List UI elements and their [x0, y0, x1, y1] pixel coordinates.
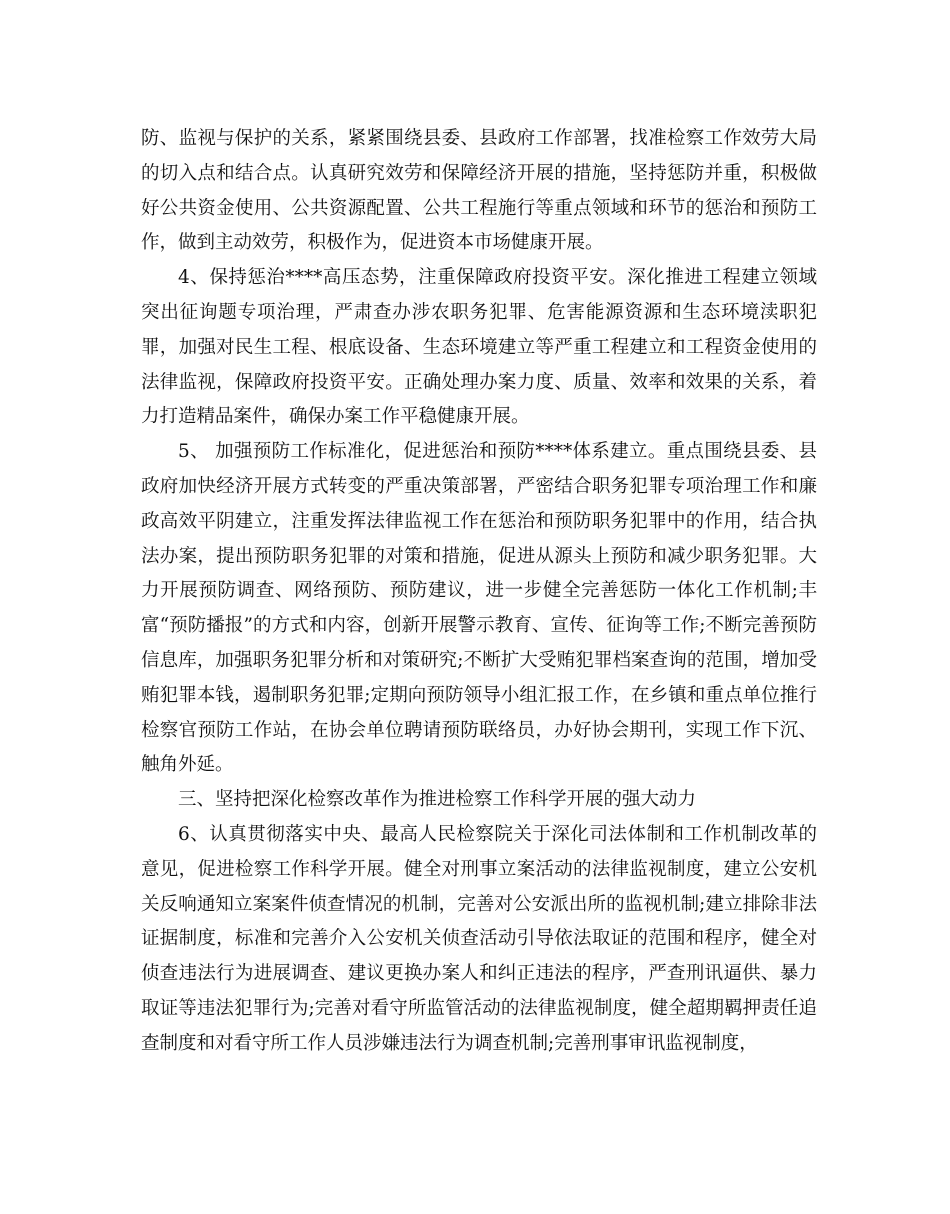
section-heading: 三、坚持把深化检察改革作为推进检察工作科学开展的强大动力: [178, 789, 697, 811]
document-page: [141, 122, 817, 1062]
paragraph-1: 防、监视与保护的关系，紧紧围绕县委、县政府工作部署，找准检察工作效劳大局的切入点和结合点。认真研究效劳和保障经济开展的措施，坚持惩防并重，积极做好公共资金使用、公共资源配置、公共工程施行等重点领域和环节的惩治和预防工作，做到主动效劳，积极作为，促进资本市场健康开展。: [141, 128, 817, 254]
paragraph-3: 5、 加强预防工作标准化，促进惩治和预防****体系建立。重点围绕县委、县政府加快经济开展方式转变的严重决策部署，严密结合职务犯罪专项治理工作和廉政高效平阴建立，注重发挥法律监视工作在惩治和预防职务犯罪中的作用，结合执法办案，提出预防职务犯罪的对策和措施，促进从源头上预防和减少职务犯罪。大力开展预防调查、网络预防、预防建议，进一步健全完善惩防一体化工作机制;丰富“预防播报”的方式和内容，创新开展警示教育、宣传、征询等工作;不断完善预防信息库，加强职务犯罪分析和对策研究;不断扩大受贿犯罪档案查询的范围，增加受贿犯罪本钱，遏制职务犯罪;定期向预防领导小组汇报工作，在乡镇和重点单位推行检察官预防工作站，在协会单位聘请预防联络员，办好协会期刊，实现工作下沉、触角外延。: [141, 441, 817, 776]
paragraph-2: 4、保持惩治****高压态势，注重保障政府投资平安。深化推进工程建立领域突出征询题专项治理，严肃查办涉农职务犯罪、危害能源资源和生态环境渎职犯罪，加强对民生工程、根底设备、生态环境建立等严重工程建立和工程资金使用的法律监视，保障政府投资平安。正确处理办案力度、质量、效率和效果的关系，着力打造精品案件，确保办案工作平稳健康开展。: [141, 267, 817, 428]
paragraph-4: 6、认真贯彻落实中央、最高人民检察院关于深化司法体制和工作机制改革的意见，促进检察工作科学开展。健全对刑事立案活动的法律监视制度，建立公安机关反响通知立案案件侦查情况的机制，完善对公安派出所的监视机制;建立排除非法证据制度，标准和完善介入公安机关侦查活动引导依法取证的范围和程序，健全对侦查违法行为进展调查、建议更换办案人和纠正违法的程序，严查刑讯逼供、暴力取证等违法犯罪行为;完善对看守所监管活动的法律监视制度，健全超期羁押责任追查制度和对看守所工作人员涉嫌违法行为调查机制;完善刑事审讯监视制度，: [141, 823, 817, 1054]
